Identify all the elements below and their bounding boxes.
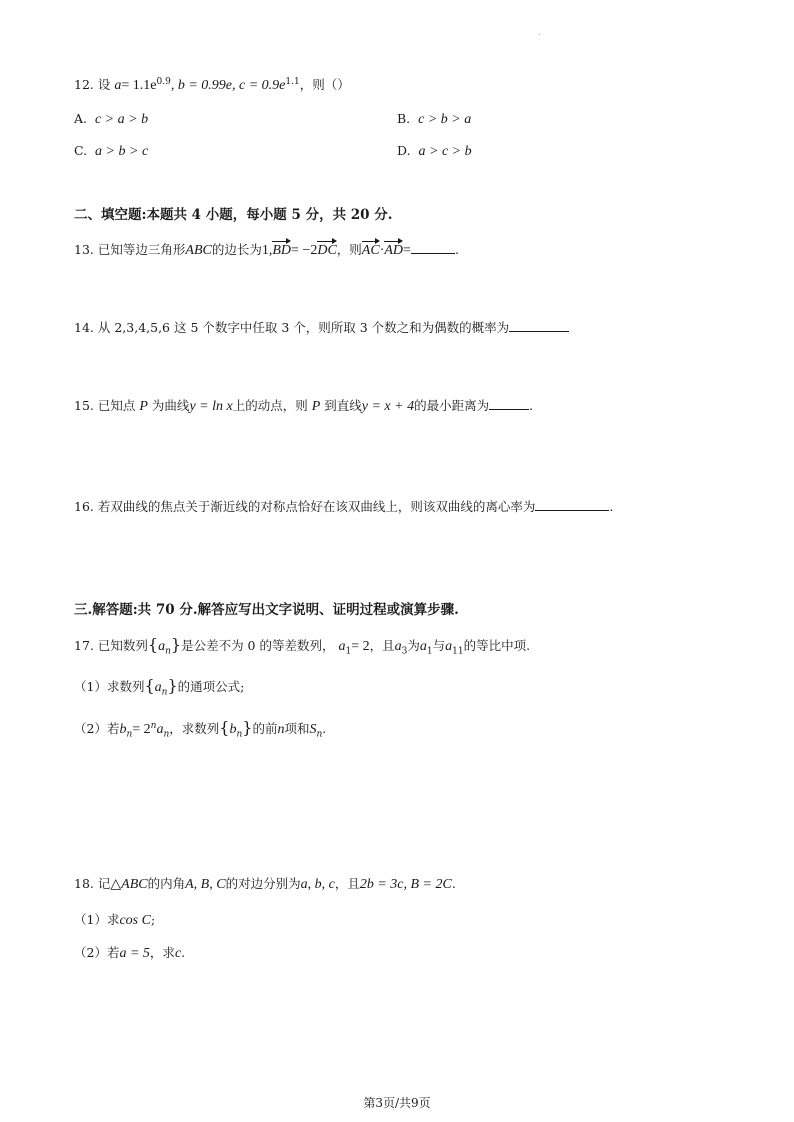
question-17-part-1: （1）求数列$\{a_n\}$的通项公式;: [74, 676, 245, 698]
question-number: 16.: [74, 499, 94, 514]
answer-blank[interactable]: [535, 498, 609, 511]
question-15: 15. 已知点 P 为曲线y = ln x上的动点，则 P 到直线y = x + 4的最小距离为 .: [74, 398, 534, 414]
answer-blank[interactable]: [509, 319, 569, 332]
question-12: 12. 设 $a= 1.1e^{0.9}$, b = 0.99e, $c = 0.9e^{1.1}$，则（）: [74, 76, 350, 93]
question-number: 13.: [74, 242, 94, 257]
section-title-fill-in: 二、填空题:本题共 4 小题，每小题 5 分，共 20 分.: [74, 207, 393, 223]
choice-b[interactable]: B. c > b > a: [397, 111, 472, 127]
question-18-part-2: （2）若a = 5，求c.: [74, 945, 186, 961]
question-17: 17. 已知数列$\{a_n\}$是公差不为 0 的等差数列， $a_1= 2$，且$a_3$为$a_1$与$a_{11}$的等比中项.: [74, 635, 531, 657]
choice-c[interactable]: C. a > b > c: [74, 143, 149, 159]
question-13: 13. 已知等边三角形ABC的边长为1,BD= −2DC，则AC·AD= .: [74, 242, 459, 258]
question-number: 15.: [74, 398, 94, 413]
question-17-part-2: （2）若$b_n= 2^na_n$，求数列$\{b_n\}$的前n项和$S_n$.: [74, 718, 327, 740]
question-number: 17.: [74, 638, 94, 653]
answer-blank[interactable]: [411, 241, 455, 254]
vector-ac: AC: [361, 243, 380, 258]
question-18-part-1: （1）求cos C;: [74, 912, 156, 928]
answer-blank[interactable]: [489, 397, 529, 410]
vector-dc: DC: [317, 243, 337, 258]
corner-mark: .: [538, 28, 541, 37]
choice-d[interactable]: D. a > c > b: [397, 143, 472, 159]
section-title-solutions: 三.解答题:共 70 分.解答应写出文字说明、证明过程或演算步骤.: [74, 602, 459, 618]
question-14: 14. 从 2,3,4,5,6 这 5 个数字中任取 3 个，则所取 3 个数之和为偶数的概率为: [74, 318, 569, 336]
vector-bd: BD: [272, 243, 292, 258]
question-16: 16. 若双曲线的焦点关于渐近线的对称点恰好在该双曲线上，则该双曲线的离心率为 .: [74, 499, 614, 514]
question-number: 12.: [74, 77, 94, 92]
choice-a[interactable]: A. c > a > b: [74, 111, 149, 127]
question-number: 14.: [74, 320, 94, 335]
vector-ad: AD: [384, 243, 404, 258]
question-18: 18. 记△ABC的内角A, B, C的对边分别为a, b, c，且2b = 3c, B = 2C.: [74, 876, 456, 892]
page-footer: 第3页/共9页: [363, 1096, 431, 1110]
question-number: 18.: [74, 876, 94, 891]
